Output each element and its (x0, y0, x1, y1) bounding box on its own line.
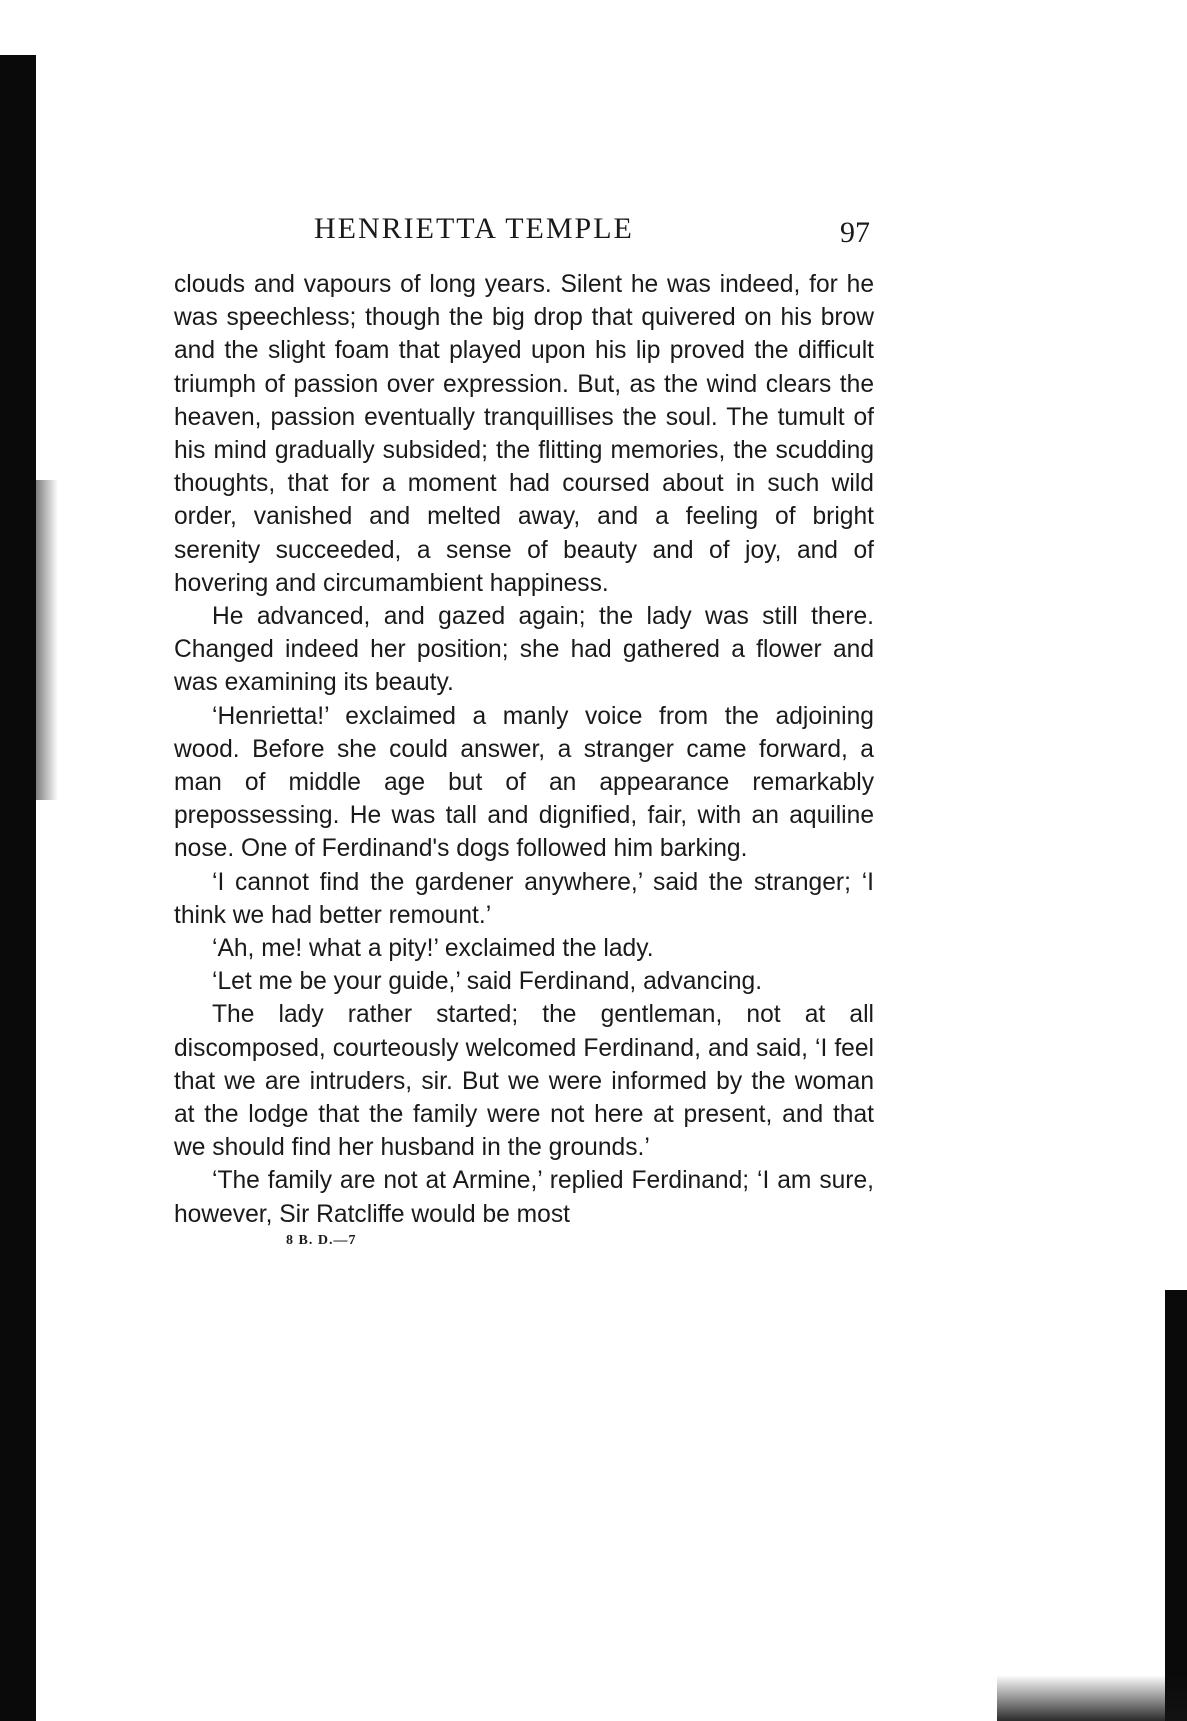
paragraph: ‘Ah, me! what a pity!’ exclaimed the lady. (212, 935, 654, 963)
book-page (174, 212, 874, 1249)
running-title: HENRIETTA TEMPLE (314, 212, 634, 245)
body-text (174, 268, 874, 1231)
paragraph: He advanced, and gazed again; the lady was still there. Changed indeed her position; she had gathered a flower and was examining its beauty. (174, 603, 874, 697)
scan-binding-shadow (36, 480, 58, 800)
paragraph-continued: clouds and vapours of long years. Silent he was indeed, for he was speechless; though the big drop that quivered on his brow and the slight foam that played upon his lip proved the difficult triumph of passion over expression. But, as the wind clears the heaven, passion eventually tranquillises the soul. The tumult of his mind gradually subsided; the flitting memories, the scudding thoughts, that for a moment had coursed about in such wild order, vanished and melted away, and a feeling of bright serenity succeeded, a sense of beauty and of joy, and of hovering and circumambient happiness. (174, 271, 874, 597)
printer-signature-mark: 8 B. D.—7 (286, 1232, 357, 1248)
scan-left-edge (0, 55, 36, 1721)
paragraph: ‘The family are not at Armine,’ replied Ferdinand; ‘I am sure, however, Sir Ratcliffe would be most (174, 1167, 874, 1228)
paragraph: ‘I cannot find the gardener anywhere,’ said the stranger; ‘I think we had better remount.’ (174, 868, 874, 929)
running-head (174, 212, 874, 268)
scan-corner-shadow (997, 1675, 1187, 1721)
page-number: 97 (840, 216, 870, 249)
paragraph: ‘Henrietta!’ exclaimed a manly voice from the adjoining wood. Before she could answer, a stranger came forward, a man of middle age but of an appearance remarkably prepossessing. He was tall and dignified, fair, with an aquiline nose. One of Ferdinand's dogs followed him barking. (174, 702, 874, 863)
paragraph: ‘Let me be your guide,’ said Ferdinand, advancing. (212, 968, 763, 996)
paragraph: The lady rather started; the gentleman, not at all discomposed, courteously welcomed Ferdinand, and said, ‘I feel that we are intruders, sir. But we were informed by the woman at the lodge that the family were not here at present, and that we should find her husband in the grounds.’ (174, 1001, 874, 1162)
scan-right-edge (1165, 1290, 1187, 1721)
